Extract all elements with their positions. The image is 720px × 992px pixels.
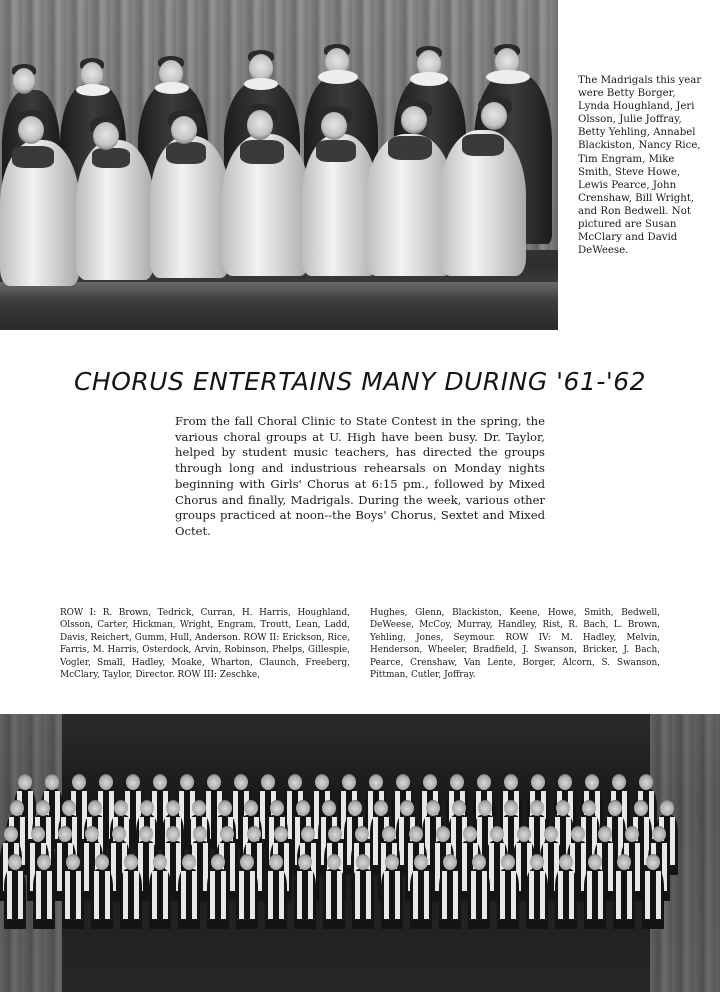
madrigals-caption: The Madrigals this year were Betty Borger, Lynda Houghland, Jeri Olsson, Julie Joffray, Betty Yehling, Annabel Blackiston, Nancy Rice, Tim Engram, Mike Smith, Steve Howe, Lewis Pearce, John Crenshaw, Bill Wright, and Ron Bedwell. Not pictured are Susan McClary and David DeWeese.: [578, 75, 702, 257]
rows-caption-left: ROW I: R. Brown, Tedrick, Curran, H. Harris, Houghland, Olsson, Carter, Hickman, Wright, Engram, Troutt, Lean, Ladd, Davis, Reichert, Gumm, Hull, Anderson. ROW II: Erickson, Rice, Farris, M. Harris, Osterdock, Arvin, Robinson, Phelps, Gillespie, Vogler, Small, Hadley, Moake, Wharton, Claunch, Freeberg, McClary, Taylor, Director. ROW III: Zeschke,: [60, 608, 350, 681]
article-body: From the fall Choral Clinic to State Contest in the spring, the various choral groups at U. High have been busy. Dr. Taylor, helped by student music teachers, has directed the groups through long and industrious rehearsals on Monday nights beginning with Girls' Chorus at 6:15 pm., followed by Mixed Chorus and finally, Madrigals. During the week, various other groups practiced at noon--the Boys' Chorus, Sextet and Mixed Octet.: [175, 414, 545, 538]
madrigals-photo: [0, 0, 558, 330]
chorus-photo: [0, 714, 720, 992]
rows-caption-right: Hughes, Glenn, Blackiston, Keene, Howe, Smith, Bedwell, DeWeese, McCoy, Murray, Handley, Rist, R. Bach, L. Brown, Yehling, Jones, Seymour. ROW IV: M. Hadley, Melvin, Henderson, Wheeler, Bradfield, J. Swanson, Bricker, J. Bach, Pearce, Crenshaw, Van Lente, Borger, Alcorn, S. Swanson, Pittman, Cutler, Joffray.: [370, 608, 660, 681]
page-headline: CHORUS ENTERTAINS MANY DURING '61-'62: [73, 367, 647, 396]
stage-floor: [0, 282, 558, 330]
